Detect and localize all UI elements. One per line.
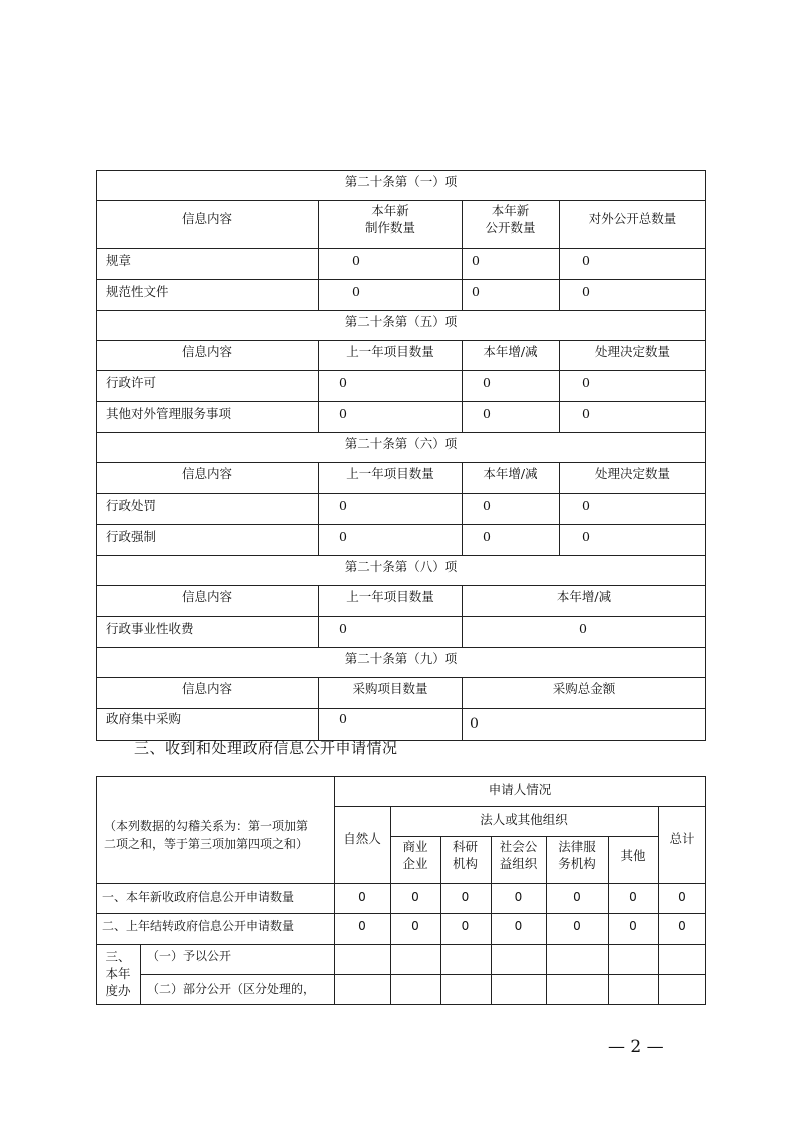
header-purchase-amount: 采购总金额 — [552, 681, 616, 696]
header-total-public: 对外公开总数量 — [588, 211, 677, 226]
cell-value: 0 — [582, 375, 590, 390]
header-purchase-count: 采购项目数量 — [352, 681, 428, 696]
cell-value: 0 — [339, 621, 347, 636]
cell-value: 0 — [582, 406, 590, 421]
cell-value: 0 — [678, 890, 686, 904]
header-change: 本年增/减 — [556, 589, 612, 604]
total-header: 总计 — [669, 831, 695, 846]
cell-value: 0 — [339, 529, 347, 544]
cell-value: 0 — [678, 919, 686, 933]
header-new-public-line2: 公开数量 — [485, 220, 536, 235]
cell-value: 0 — [582, 253, 590, 268]
header-new-made-line2: 制作数量 — [364, 220, 415, 235]
section-title-5: 第二十条第（五）项 — [344, 314, 458, 329]
row3-item-1: （一）予以公开 — [147, 949, 232, 963]
section-title-6: 第二十条第（六）项 — [344, 436, 458, 451]
sub-header-research: 科研 — [452, 839, 478, 854]
header-info-content: 信息内容 — [181, 589, 232, 604]
cell-value: 0 — [514, 919, 523, 933]
header-change: 本年增/减 — [483, 344, 538, 359]
header-info-content: 信息内容 — [181, 344, 232, 359]
header-decisions: 处理决定数量 — [594, 344, 670, 359]
sub-header-legal-service: 法律服 — [558, 839, 596, 854]
header-new-made-line1: 本年新 — [371, 203, 409, 218]
header-info-content: 信息内容 — [181, 211, 232, 226]
cell-value: 0 — [514, 890, 523, 904]
sub-header-business: 商业 — [402, 839, 428, 854]
row-label: 规章 — [106, 253, 132, 268]
cell-value: 0 — [339, 498, 347, 513]
cell-value: 0 — [573, 890, 581, 904]
cell-value: 0 — [629, 919, 637, 933]
sub-header-research: 机构 — [452, 856, 478, 871]
cell-value: 0 — [579, 621, 587, 636]
row3-item-2: （二）部分公开（区分处理的， — [147, 982, 316, 996]
row3-label-line3: 度办 — [105, 983, 131, 998]
cell-value: 0 — [352, 284, 360, 299]
note-line-1: （本列数据的勾稽关系为：第一项加第 — [104, 819, 309, 833]
row-label: 行政强制 — [106, 529, 157, 544]
applicant-header: 申请人情况 — [488, 782, 552, 797]
row-label: 一、本年新收政府信息公开申请数量 — [102, 890, 295, 904]
row-label: 规范性文件 — [106, 284, 169, 299]
legal-org-header: 法人或其他组织 — [480, 812, 568, 827]
section-title-8: 第二十条第（八）项 — [344, 559, 458, 574]
header-change: 本年增/减 — [483, 466, 538, 481]
row-label: 二、上年结转政府信息公开申请数量 — [102, 919, 295, 933]
cell-value: 0 — [582, 498, 590, 513]
natural-person-header: 自然人 — [343, 831, 381, 846]
header-decisions: 处理决定数量 — [594, 466, 670, 481]
cell-value: 0 — [411, 919, 419, 933]
row3-label-line2: 本年 — [105, 966, 131, 981]
note-line-2: 二项之和，等于第三项加第四项之和） — [104, 837, 309, 851]
header-info-content: 信息内容 — [181, 681, 232, 696]
header-prev-count: 上一年项目数量 — [346, 344, 434, 359]
cell-value: 0 — [358, 919, 366, 933]
cell-value: 0 — [483, 529, 491, 544]
row-label: 行政许可 — [106, 375, 157, 390]
cell-value: 0 — [472, 253, 480, 268]
cell-value: 0 — [483, 375, 491, 390]
cell-value: 0 — [411, 890, 419, 904]
row-label: 行政处罚 — [106, 498, 157, 513]
cell-value: 0 — [582, 284, 590, 299]
header-info-content: 信息内容 — [181, 466, 232, 481]
cell-value: 0 — [472, 284, 480, 299]
cell-value: 0 — [582, 529, 590, 544]
header-prev-count: 上一年项目数量 — [346, 466, 434, 481]
row3-label-line1: 三、 — [105, 949, 131, 964]
sub-header-business: 企业 — [402, 856, 428, 871]
cell-value: 0 — [470, 716, 479, 732]
sub-header-legal-service: 务机构 — [558, 856, 596, 871]
section-title-1: 第二十条第（一）项 — [344, 174, 458, 189]
cell-value: 0 — [483, 406, 491, 421]
row-label: 政府集中采购 — [106, 711, 182, 726]
section-heading: 三、收到和处理政府信息公开申请情况 — [134, 739, 398, 757]
cell-value: 0 — [339, 711, 347, 726]
sub-header-other: 其他 — [620, 848, 646, 863]
cell-value: 0 — [483, 498, 491, 513]
cell-value: 0 — [573, 919, 581, 933]
cell-value: 0 — [358, 890, 366, 904]
cell-value: 0 — [352, 253, 360, 268]
section-title-9: 第二十条第（九）项 — [344, 651, 458, 666]
sub-header-public-welfare: 益组织 — [499, 856, 538, 871]
cell-value: 0 — [339, 406, 347, 421]
cell-value: 0 — [339, 375, 347, 390]
row-label: 其他对外管理服务事项 — [106, 406, 232, 421]
cell-value: 0 — [461, 890, 470, 904]
page-number: — 2 — — [608, 1037, 664, 1057]
row-label: 行政事业性收费 — [106, 621, 194, 636]
cell-value: 0 — [629, 890, 637, 904]
cell-value: 0 — [461, 919, 470, 933]
sub-header-public-welfare: 社会公 — [499, 839, 538, 854]
header-new-public-line1: 本年新 — [491, 203, 530, 218]
header-prev-count: 上一年项目数量 — [346, 589, 434, 604]
